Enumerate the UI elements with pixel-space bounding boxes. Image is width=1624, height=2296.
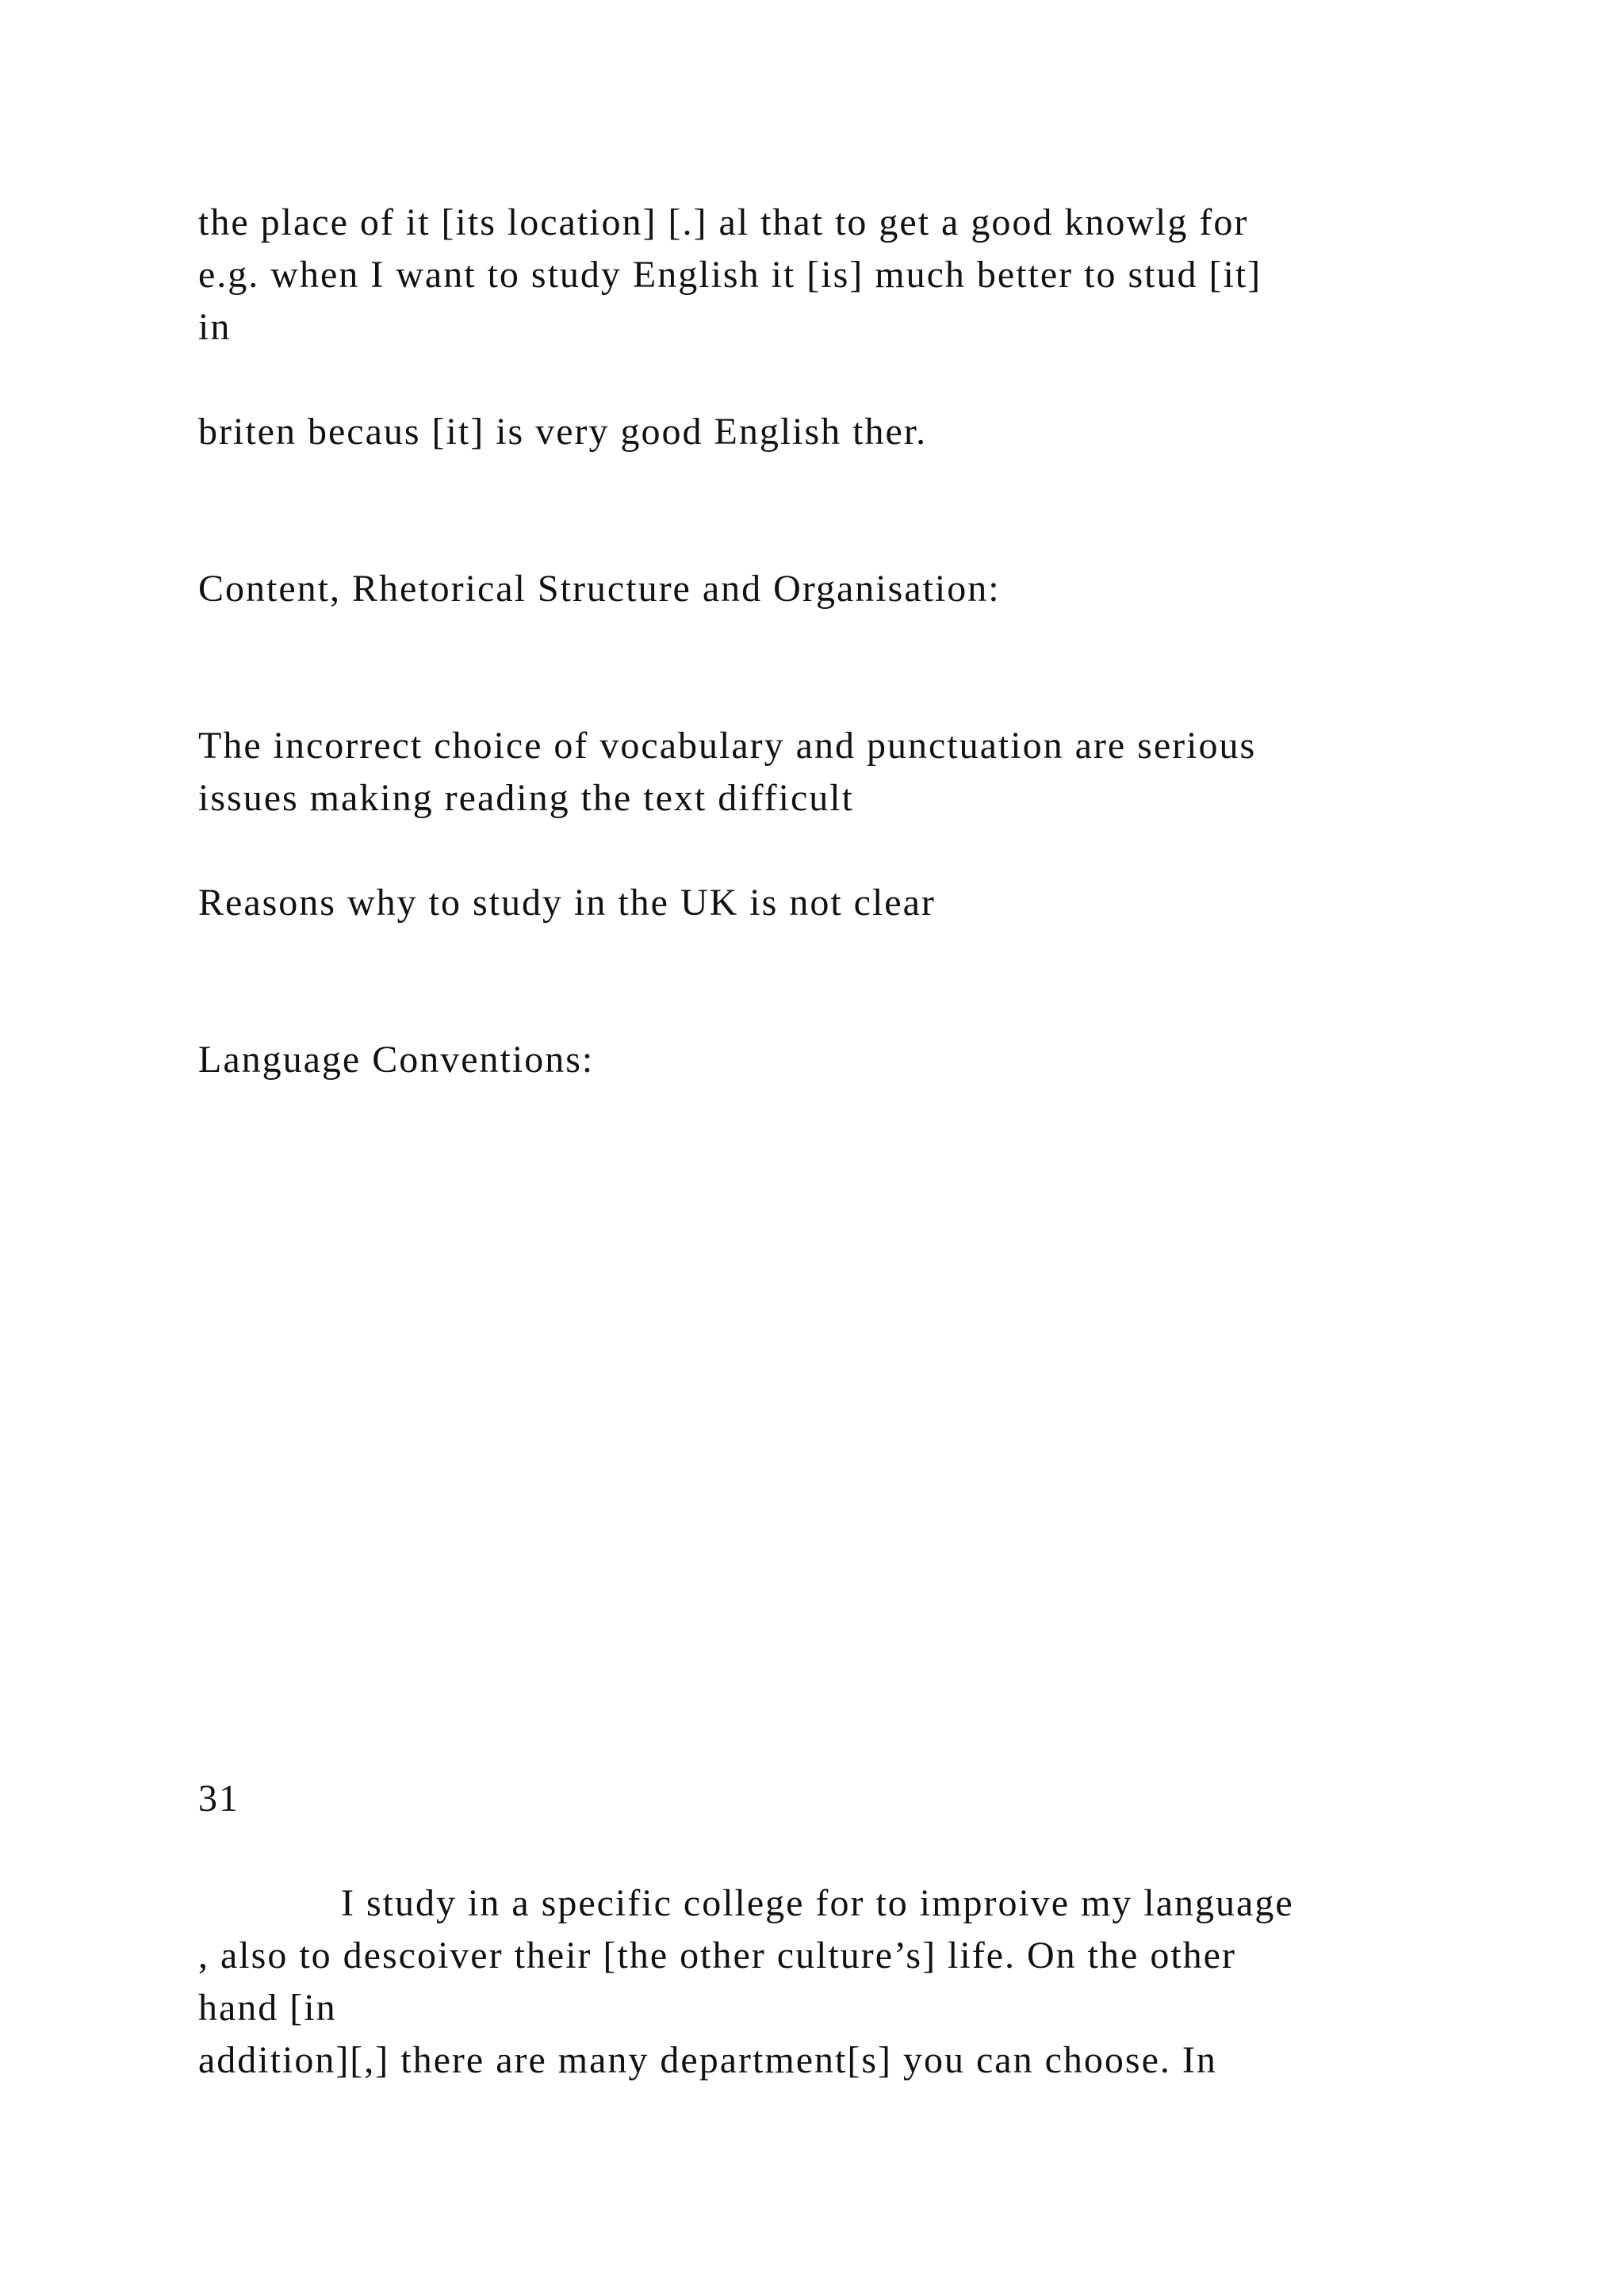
- paragraph2-line3: hand [in: [198, 1987, 337, 2029]
- paragraph1-line4: briten becaus [it] is very good English ther.: [198, 411, 928, 453]
- comment1-line2: issues making reading the text difficult: [198, 777, 854, 819]
- comment2: Reasons why to study in the UK is not clear: [198, 882, 936, 924]
- page-number: 31: [198, 1777, 239, 1820]
- paragraph1-line2: e.g. when I want to study English it [is] much better to stud [it]: [198, 254, 1262, 296]
- paragraph2-line2: , also to descoiver their [the other culture’s] life. On the other: [198, 1934, 1236, 1976]
- comment1-line1: The incorrect choice of vocabulary and punctuation are serious: [198, 725, 1257, 767]
- heading-language-conventions: Language Conventions:: [198, 1039, 595, 1081]
- heading-content-structure: Content, Rhetorical Structure and Organisation:: [198, 568, 1001, 610]
- paragraph2-line4: addition][,] there are many department[s] you can choose. In: [198, 2039, 1217, 2081]
- paragraph1-line3: in: [198, 306, 232, 348]
- paragraph1-line1: the place of it [its location] [.] al that to get a good knowlg for: [198, 201, 1249, 243]
- paragraph2-line1: I study in a specific college for to improive my language: [341, 1882, 1294, 1924]
